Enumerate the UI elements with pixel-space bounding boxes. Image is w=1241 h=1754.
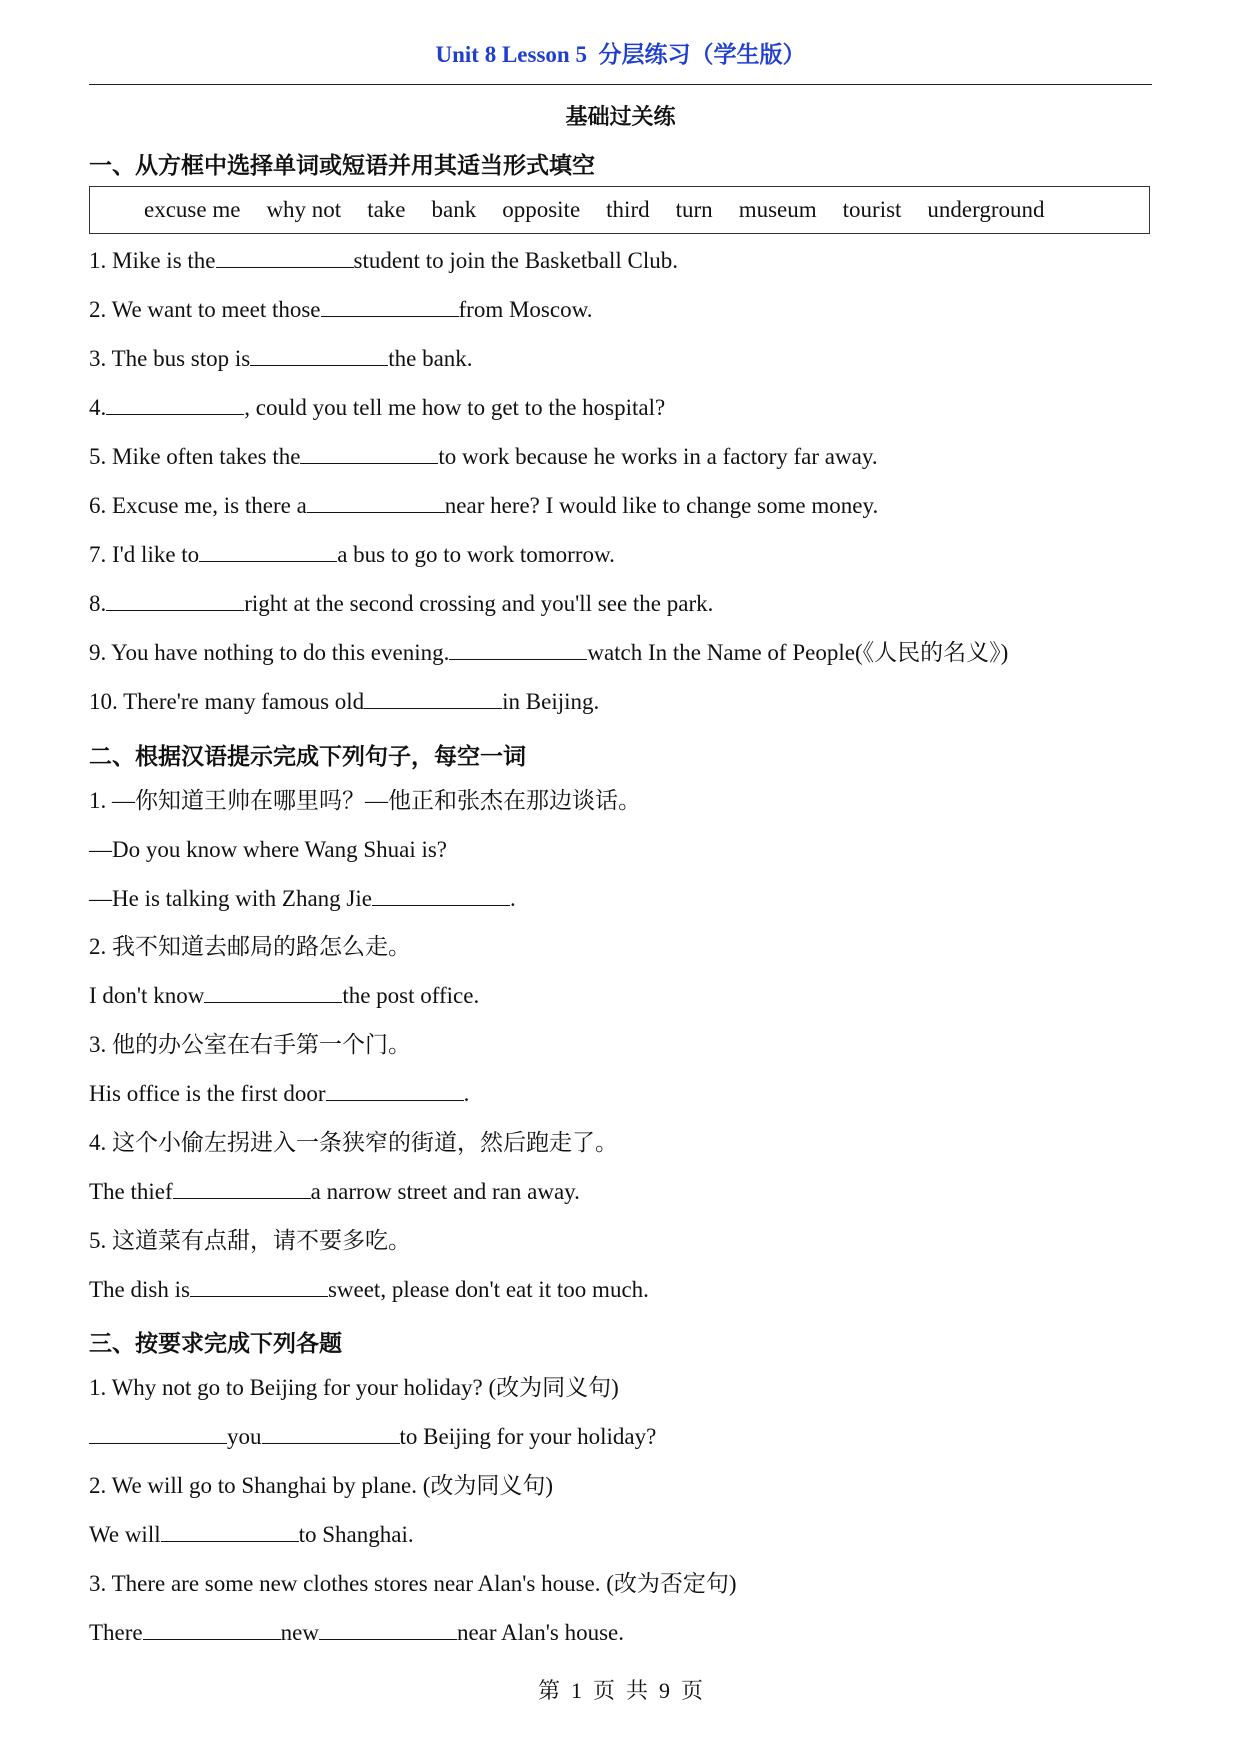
word-box-item: tourist	[842, 197, 902, 222]
answer-blank[interactable]	[190, 1278, 328, 1297]
question-text: a narrow street and ran away.	[310, 1179, 580, 1204]
answer-blank[interactable]	[319, 1621, 457, 1640]
answer-blank[interactable]	[449, 641, 587, 660]
answer-blank[interactable]	[143, 1621, 281, 1640]
answer-blank[interactable]	[250, 347, 388, 366]
part1-question-2	[89, 295, 592, 325]
header-divider	[89, 84, 1152, 85]
answer-blank[interactable]	[106, 592, 244, 611]
question-text: watch In the Name of People(《人民的名义》)	[587, 640, 1009, 665]
part1-question-4	[89, 393, 665, 423]
word-box-item: third	[606, 197, 650, 222]
word-box-item: opposite	[502, 197, 581, 222]
part3-question-3: 3. There are some new clothes stores near Alan's house. (改为否定句)	[89, 1571, 737, 1596]
answer-blank[interactable]	[372, 887, 510, 906]
part1-question-8	[89, 589, 713, 619]
question-text: There	[89, 1620, 143, 1645]
question-text: the post office.	[342, 983, 480, 1008]
question-text: 3. The bus stop is	[89, 346, 251, 371]
page-header-title: Unit 8 Lesson 5 分层练习（学生版）	[435, 42, 806, 67]
part3-question-1-answer	[89, 1422, 656, 1452]
question-text: .	[463, 1081, 470, 1106]
word-box-item: museum	[738, 197, 817, 222]
question-text: student to join the Basketball Club.	[353, 248, 679, 273]
question-text: new	[280, 1620, 319, 1645]
answer-blank[interactable]	[321, 298, 459, 317]
answer-blank[interactable]	[89, 1425, 227, 1444]
answer-blank[interactable]	[161, 1523, 299, 1542]
question-text: in Beijing.	[502, 689, 600, 714]
question-text: 5. Mike often takes the	[89, 444, 301, 469]
answer-blank[interactable]	[216, 249, 354, 268]
question-text: The thief	[89, 1179, 173, 1204]
part2-question-2-chinese: 2. 我不知道去邮局的路怎么走。	[89, 934, 411, 959]
part3-question-1: 1. Why not go to Beijing for your holiday? (改为同义句)	[89, 1375, 619, 1400]
part1-question-3	[89, 344, 473, 374]
word-box-item: underground	[927, 197, 1045, 222]
answer-blank[interactable]	[204, 984, 342, 1003]
word-box-item: bank	[431, 197, 477, 222]
part3-question-3-answer	[89, 1618, 624, 1648]
answer-blank[interactable]	[326, 1082, 464, 1101]
answer-blank[interactable]	[364, 690, 502, 709]
word-box-item: excuse me	[144, 197, 241, 222]
answer-blank[interactable]	[199, 543, 337, 562]
part2-question-5-english	[89, 1275, 649, 1305]
question-text: I don't know	[89, 983, 205, 1008]
part2-question-5-chinese: 5. 这道菜有点甜，请不要多吃。	[89, 1228, 411, 1253]
question-text: , could you tell me how to get to the hospital?	[244, 395, 666, 420]
word-box-item: turn	[675, 197, 713, 222]
part1-question-5	[89, 442, 878, 472]
question-text: 8.	[89, 591, 107, 616]
part1-question-9	[89, 638, 1008, 668]
part3-question-2-answer	[89, 1520, 414, 1550]
question-text: sweet, please don't eat it too much.	[327, 1277, 649, 1302]
part2-question-1-chinese: 1. —你知道王帅在哪里吗？—他正和张杰在那边谈话。	[89, 788, 641, 813]
part2-question-3-english	[89, 1079, 469, 1109]
word-box-item: take	[367, 197, 406, 222]
section-3-heading: 三、按要求完成下列各题	[89, 1331, 342, 1356]
part2-question-4-chinese: 4. 这个小偷左拐进入一条狭窄的街道，然后跑走了。	[89, 1130, 618, 1155]
page-subtitle: 基础过关练	[565, 104, 676, 129]
part1-question-6	[89, 491, 878, 521]
part2-question-1-english-b	[89, 884, 516, 914]
section-2-heading: 二、根据汉语提示完成下列句子，每空一词	[89, 744, 526, 769]
answer-blank[interactable]	[262, 1425, 400, 1444]
part2-question-2-english	[89, 981, 479, 1011]
part3-question-2: 2. We will go to Shanghai by plane. (改为同义句)	[89, 1473, 554, 1498]
question-text: 4.	[89, 395, 107, 420]
part2-question-4-english	[89, 1177, 580, 1207]
question-text: you	[227, 1424, 262, 1449]
word-box	[89, 186, 1150, 234]
question-text: to Beijing for your holiday?	[399, 1424, 657, 1449]
question-text: 1. Mike is the	[89, 248, 216, 273]
question-text: 9. You have nothing to do this evening.	[89, 640, 450, 665]
question-text: 6. Excuse me, is there a	[89, 493, 307, 518]
part1-question-7	[89, 540, 615, 570]
part2-question-1-english-a: —Do you know where Wang Shuai is?	[89, 837, 448, 862]
question-text: near here? I would like to change some money.	[444, 493, 879, 518]
word-box-item: why not	[266, 197, 342, 222]
question-text: 10. There're many famous old	[89, 689, 365, 714]
question-text: .	[510, 886, 516, 911]
page-footer-number: 第 1 页 共 9 页	[537, 1678, 703, 1703]
question-text: —He is talking with Zhang Jie	[89, 886, 372, 911]
question-text: His office is the first door	[89, 1081, 326, 1106]
question-text: right at the second crossing and you'll see the park.	[244, 591, 714, 616]
question-text: We will	[89, 1522, 161, 1547]
answer-blank[interactable]	[173, 1180, 311, 1199]
question-text: from Moscow.	[458, 297, 593, 322]
part1-question-1	[89, 246, 678, 276]
question-text: The dish is	[89, 1277, 190, 1302]
question-text: a bus to go to work tomorrow.	[337, 542, 615, 567]
part2-question-3-chinese: 3. 他的办公室在右手第一个门。	[89, 1032, 411, 1057]
question-text: near Alan's house.	[456, 1620, 624, 1645]
question-text: to work because he works in a factory far away.	[438, 444, 878, 469]
question-text: to Shanghai.	[298, 1522, 414, 1547]
question-text: 2. We want to meet those	[89, 297, 321, 322]
answer-blank[interactable]	[307, 494, 445, 513]
answer-blank[interactable]	[300, 445, 438, 464]
part1-question-10	[89, 687, 599, 717]
question-text: the bank.	[388, 346, 473, 371]
question-text: 7. I'd like to	[89, 542, 200, 567]
answer-blank[interactable]	[106, 396, 244, 415]
section-1-heading: 一、从方框中选择单词或短语并用其适当形式填空	[89, 153, 595, 178]
